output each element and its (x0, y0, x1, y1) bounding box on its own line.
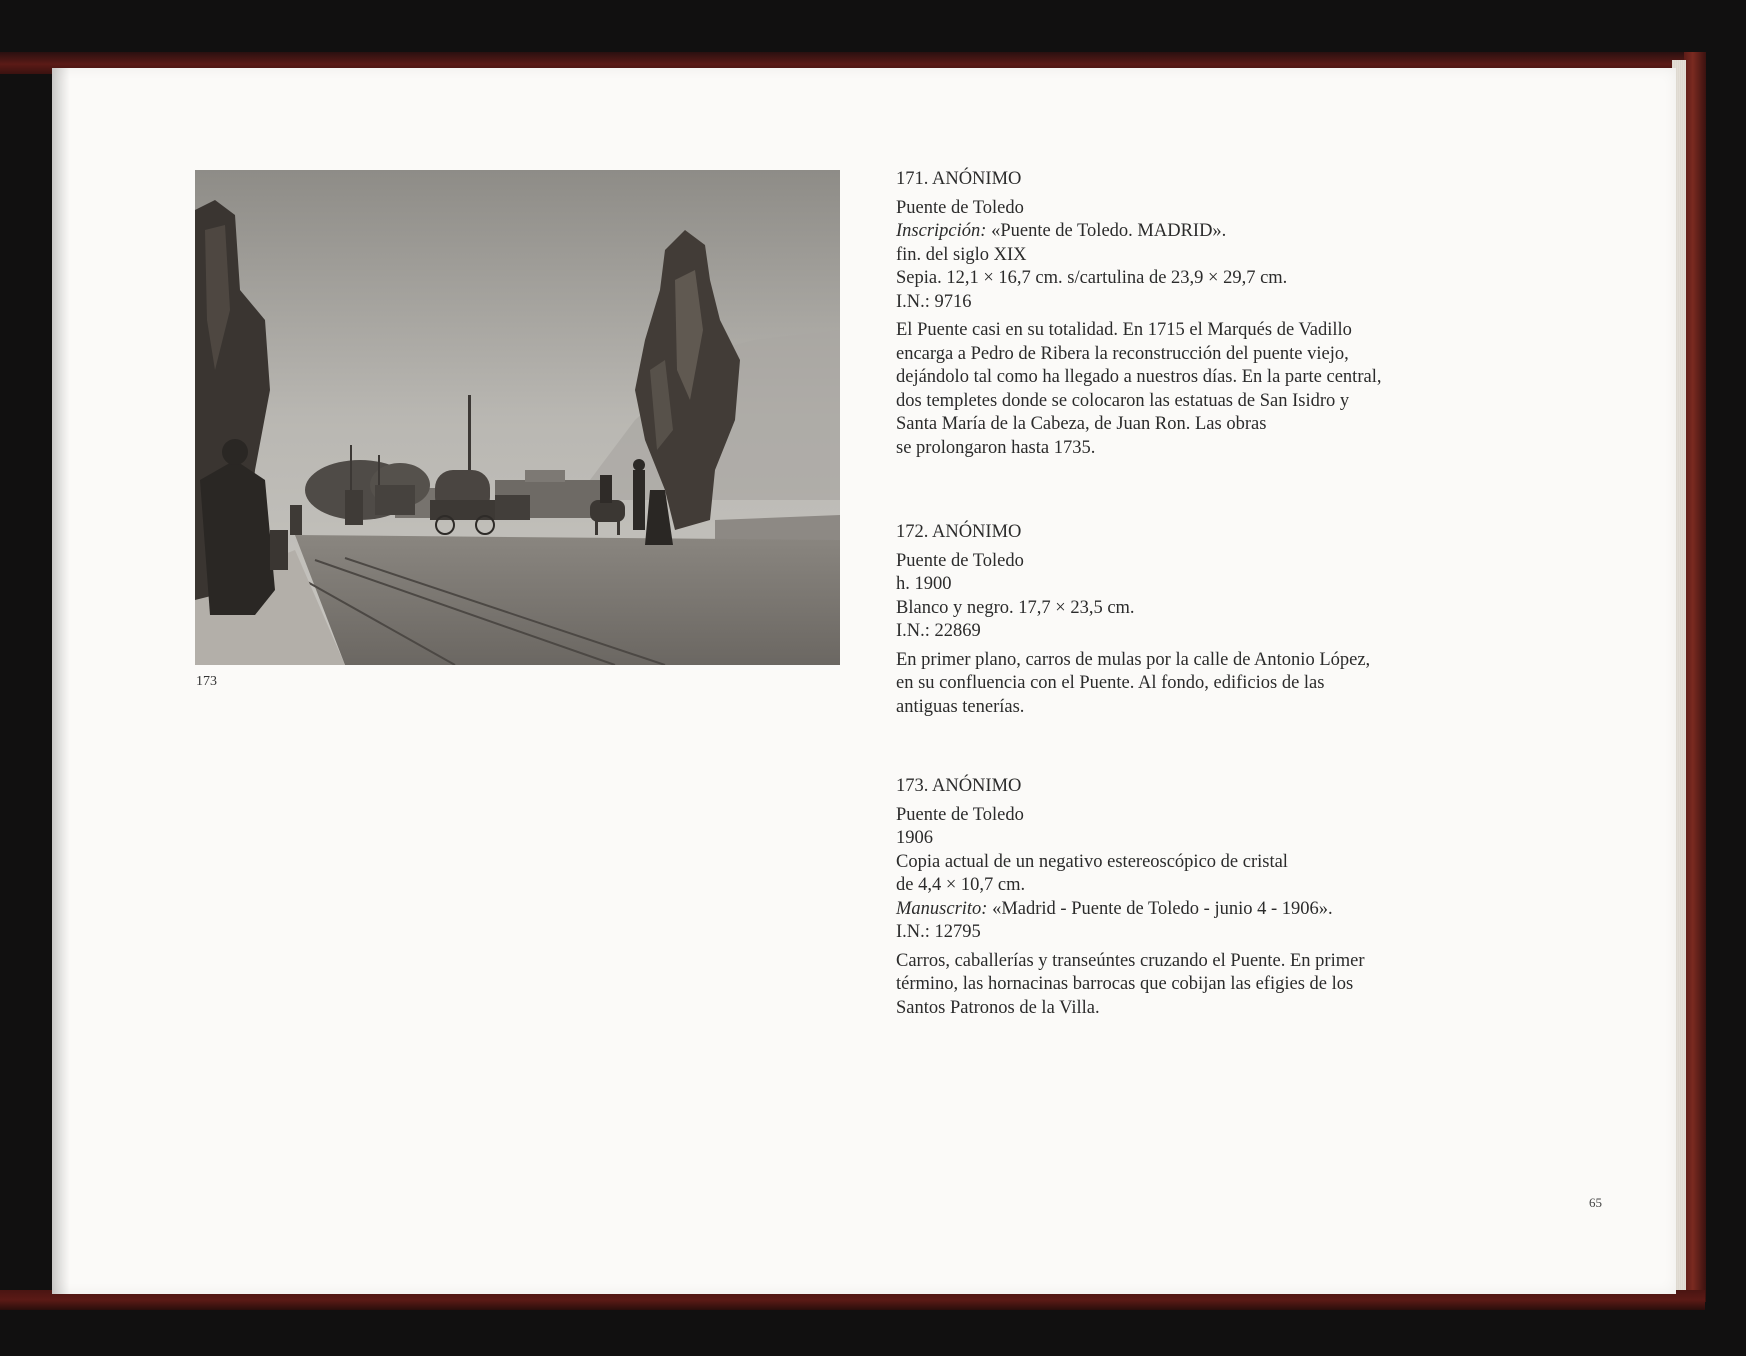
technique-line: Copia actual de un negativo estereoscópico de cristal (896, 851, 1288, 872)
inscription-text: «Puente de Toledo. MADRID». (991, 221, 1227, 241)
entry-description (896, 649, 1616, 720)
catalog-entry-173 (896, 775, 1616, 1020)
book-page (52, 68, 1676, 1294)
entry-inventory: I.N.: 9716 (896, 291, 972, 312)
entry-title: Puente de Toledo (896, 804, 1024, 825)
manuscript-label: Manuscrito: (896, 898, 988, 919)
entry-description (896, 950, 1616, 1021)
entry-title: Puente de Toledo (896, 550, 1024, 571)
description-line: Carros, caballerías y transeúntes cruzando el Puente. En primer (896, 950, 1365, 971)
entry-inventory: I.N.: 22869 (896, 621, 981, 641)
catalog-entry-172 (896, 521, 1616, 719)
entry-date: 1906 (896, 828, 933, 848)
entry-date: h. 1900 (896, 574, 952, 594)
description-line: El Puente casi en su totalidad. En 1715 el Marqués de Vadillo (896, 320, 1352, 340)
entry-date: fin. del siglo XIX (896, 244, 1027, 265)
description-line: dejándolo tal como ha llegado a nuestros días. En la parte central, (896, 367, 1382, 387)
description-line: encarga a Pedro de Ribera la reconstrucción del puente viejo, (896, 343, 1349, 364)
bridge-photograph (195, 170, 840, 665)
entry-inscription (896, 220, 1616, 244)
entry-number-author: 173. ANÓNIMO (896, 776, 1022, 796)
technique-line: de 4,4 × 10,7 cm. (896, 875, 1026, 895)
description-line: término, las hornacinas barrocas que cobijan las efigies de los (896, 974, 1354, 994)
description-line: En primer plano, carros de mulas por la calle de Antonio López, (896, 649, 1371, 670)
description-line: en su confluencia con el Puente. Al fondo, edificios de las (896, 673, 1325, 693)
description-line: se prolongaron hasta 1735. (896, 437, 1096, 458)
entry-manuscript (896, 898, 1616, 922)
description-line: antiguas tenerías. (896, 696, 1025, 717)
description-line: Santa María de la Cabeza, de Juan Ron. Las obras (896, 414, 1267, 434)
entry-technique: Blanco y negro. 17,7 × 23,5 cm. (896, 597, 1135, 618)
page-number: 65 (1589, 1195, 1602, 1210)
entry-number-author: 172. ANÓNIMO (896, 522, 1022, 542)
book-cover-right-edge (1684, 52, 1706, 1302)
description-line: Santos Patronos de la Villa. (896, 997, 1100, 1018)
description-line: dos templetes donde se colocaron las estatuas de San Isidro y (896, 390, 1350, 411)
entry-number-author: 171. ANÓNIMO (896, 169, 1022, 189)
entry-technique (896, 851, 1616, 898)
catalog-entry-171 (896, 168, 1616, 460)
entry-inventory: I.N.: 12795 (896, 922, 981, 942)
gutter-shadow (52, 68, 70, 1294)
photo-number: 173 (196, 674, 217, 689)
inscription-label: Inscripción: (896, 221, 987, 241)
bridge-photograph-image (195, 170, 840, 665)
manuscript-text: «Madrid - Puente de Toledo - junio 4 - 1906». (992, 898, 1333, 919)
entry-technique: Sepia. 12,1 × 16,7 cm. s/cartulina de 23,9 × 29,7 cm. (896, 268, 1288, 288)
entry-description (896, 319, 1616, 460)
entry-title: Puente de Toledo (896, 197, 1024, 218)
